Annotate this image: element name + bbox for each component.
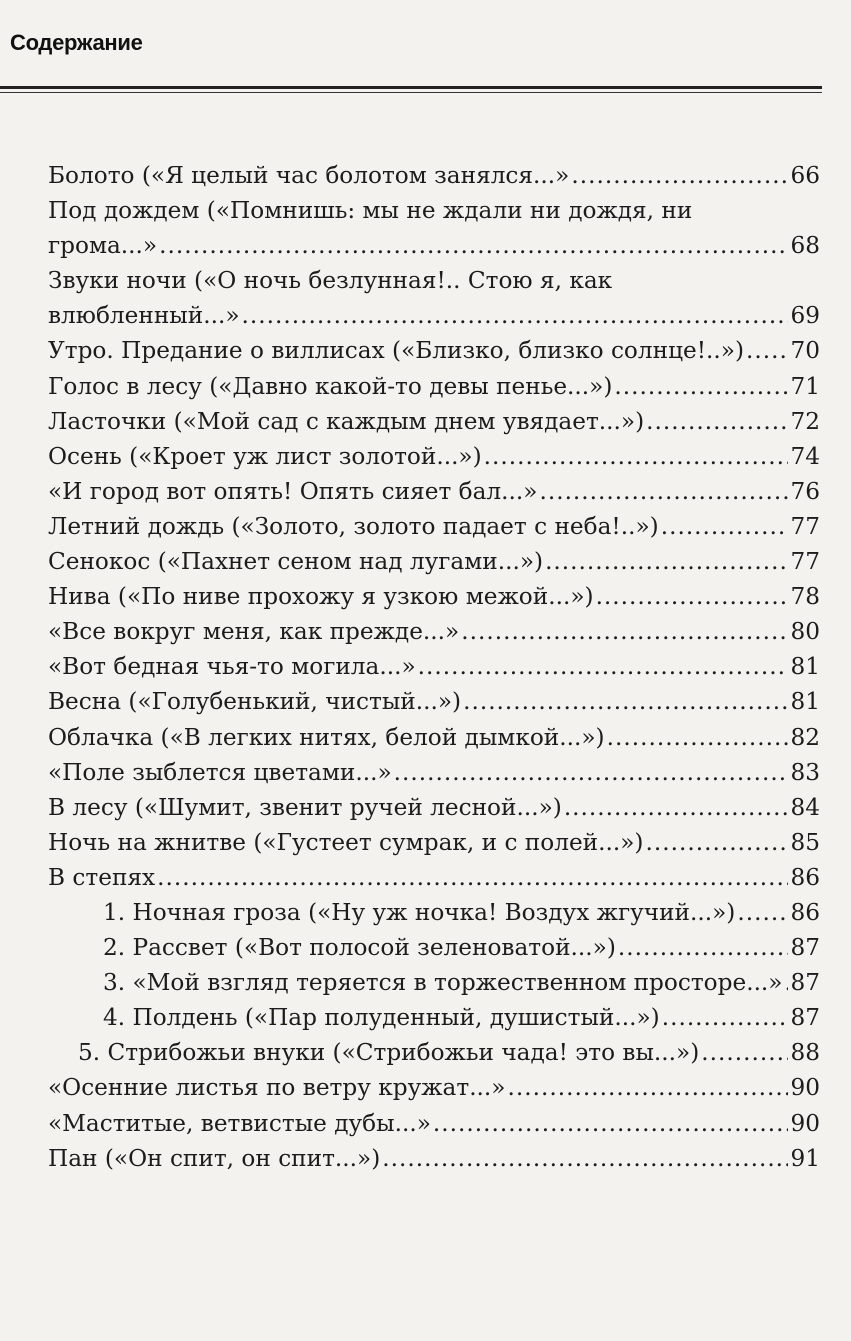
toc-entry-title: «Осенние листья по ветру кружат...» <box>48 1074 506 1102</box>
toc-page-number: 72 <box>790 407 820 435</box>
toc-page-number: 87 <box>790 934 820 962</box>
toc-entry <box>48 790 820 825</box>
toc-entry-title: 2. Рассвет («Вот полосой зеленоватой...») <box>103 934 616 962</box>
toc-entry-title: Летний дождь («Золото, золото падает с неба!..») <box>48 512 659 540</box>
toc-entry-title: Облачка («В легких нитях, белой дымкой...») <box>48 723 605 751</box>
toc-page-number: 74 <box>790 442 820 470</box>
toc-page-number: 86 <box>790 898 820 926</box>
toc-entry-title: Голос в лесу («Давно какой-то девы пенье...») <box>48 372 613 400</box>
toc-page-number: 85 <box>790 828 820 856</box>
toc-entry <box>48 509 820 544</box>
dot-leader <box>607 720 789 755</box>
toc-entry <box>48 404 820 439</box>
toc-entry <box>103 1000 820 1035</box>
toc-entry <box>48 333 820 368</box>
toc-page-number: 71 <box>790 372 820 400</box>
dot-leader <box>701 1035 788 1070</box>
toc-page-number: 77 <box>790 548 820 576</box>
dot-leader <box>564 790 789 825</box>
toc-page-number: 80 <box>790 618 820 646</box>
toc-page-number: 78 <box>790 583 820 611</box>
toc-entry-title: 1. Ночная гроза («Ну уж ночка! Воздух жгучий...») <box>103 898 736 926</box>
toc-page-number: 86 <box>790 863 820 891</box>
toc-page-number: 70 <box>790 337 820 365</box>
toc-page-number: 90 <box>790 1109 820 1137</box>
toc-entry <box>48 755 820 790</box>
toc-entry-title: грома...» <box>48 232 158 260</box>
dot-leader <box>661 509 789 544</box>
toc-entry-title: Ласточки («Мой сад с каждым днем увядает...») <box>48 407 645 435</box>
toc-entry <box>48 614 820 649</box>
toc-entry <box>48 544 820 579</box>
dot-leader <box>418 649 789 684</box>
toc-page-number: 81 <box>790 688 820 716</box>
toc-entry <box>48 860 820 895</box>
dot-leader <box>571 158 788 193</box>
toc-entry-title: 5. Стрибожьи внуки («Стрибожьи чада! это вы...») <box>78 1039 700 1067</box>
toc-entry <box>78 1035 820 1070</box>
toc-page-number: 84 <box>790 793 820 821</box>
dot-leader <box>662 1000 789 1035</box>
toc-page-number: 91 <box>790 1144 820 1172</box>
dot-leader <box>159 228 788 263</box>
dot-leader <box>484 439 789 474</box>
toc-page-number: 88 <box>790 1039 820 1067</box>
toc-entry <box>48 1106 820 1141</box>
toc-entry-title: Ночь на жнитве («Густеет сумрак, и с полей...») <box>48 828 644 856</box>
dot-leader <box>508 1070 789 1105</box>
toc-entry-title: Нива («По ниве прохожу я узкою межой...») <box>48 583 594 611</box>
toc-entry <box>103 965 820 1000</box>
dot-leader <box>645 825 788 860</box>
dot-leader <box>394 755 789 790</box>
toc-entry <box>48 1141 820 1176</box>
toc-entry-title: «Вот бедная чья-то могила...» <box>48 653 416 681</box>
toc-entry-title: В степях <box>48 863 156 891</box>
toc-entry <box>48 684 820 719</box>
toc-entry <box>48 193 820 228</box>
header-rule-thick <box>0 86 822 89</box>
toc-entry-title: «Все вокруг меня, как прежде...» <box>48 618 460 646</box>
dot-leader <box>785 965 789 1000</box>
toc-entry-title: Звуки ночи («О ночь безлунная!.. Стою я, как <box>48 267 613 295</box>
toc-page-number: 83 <box>790 758 820 786</box>
dot-leader <box>157 860 788 895</box>
dot-leader <box>461 614 788 649</box>
toc-entry-title: 3. «Мой взгляд теряется в торжественном просторе...» <box>103 969 783 997</box>
dot-leader <box>596 579 789 614</box>
toc-entry <box>48 579 820 614</box>
toc-entry-title: «И город вот опять! Опять сияет бал...» <box>48 477 538 505</box>
dot-leader <box>646 404 788 439</box>
toc-entry <box>48 649 820 684</box>
toc-entry-title: Осень («Кроет уж лист золотой...») <box>48 442 482 470</box>
toc-page-number: 69 <box>790 302 820 330</box>
toc-page-number: 87 <box>790 1004 820 1032</box>
header-rule-thin <box>0 92 822 93</box>
dot-leader <box>746 333 788 368</box>
toc-entry-title: Под дождем («Помнишь: мы не ждали ни дождя, ни <box>48 197 693 225</box>
toc-entry <box>48 228 820 263</box>
toc-entry <box>48 369 820 404</box>
toc-entry-title: Сенокос («Пахнет сеном над лугами...») <box>48 548 544 576</box>
toc-page-number: 66 <box>790 162 820 189</box>
toc-entry-title: Пан («Он спит, он спит...») <box>48 1144 381 1172</box>
toc-page-number: 76 <box>790 477 820 505</box>
toc-entry <box>48 720 820 755</box>
toc-entry-title: Болото («Я целый час болотом занялся...» <box>48 162 570 189</box>
toc-entry-title: «Маститые, ветвистые дубы...» <box>48 1109 431 1137</box>
toc-page-number: 82 <box>790 723 820 751</box>
dot-leader <box>618 930 789 965</box>
toc-entry <box>48 158 820 193</box>
dot-leader <box>242 298 789 333</box>
toc-entry <box>48 825 820 860</box>
toc-entry-title: влюбленный...» <box>48 302 240 330</box>
dot-leader <box>382 1141 788 1176</box>
dot-leader <box>463 684 788 719</box>
toc-page-number: 81 <box>790 653 820 681</box>
toc-page-number: 87 <box>790 969 820 997</box>
toc-entry <box>48 1070 820 1105</box>
toc-entry-title: В лесу («Шумит, звенит ручей лесной...») <box>48 793 562 821</box>
toc-entry-title: Утро. Предание о виллисах («Близко, близко солнце!..») <box>48 337 744 365</box>
toc-entry-title: 4. Полдень («Пар полуденный, душистый...») <box>103 1004 660 1032</box>
dot-leader <box>539 474 788 509</box>
running-head-title: Содержание <box>10 30 143 55</box>
toc-entry <box>103 930 820 965</box>
dot-leader <box>737 895 788 930</box>
table-of-contents <box>48 158 820 1176</box>
toc-entry <box>48 298 820 333</box>
toc-entry-title: «Поле зыблется цветами...» <box>48 758 392 786</box>
dot-leader <box>614 369 788 404</box>
dot-leader <box>433 1106 789 1141</box>
toc-page-number: 77 <box>790 512 820 540</box>
toc-entry <box>48 474 820 509</box>
toc-entry-title: Весна («Голубенький, чистый...») <box>48 688 462 716</box>
toc-entry <box>48 439 820 474</box>
dot-leader <box>545 544 788 579</box>
toc-entry <box>103 895 820 930</box>
toc-page-number: 68 <box>790 232 820 260</box>
toc-entry <box>48 263 820 298</box>
toc-page-number: 90 <box>790 1074 820 1102</box>
